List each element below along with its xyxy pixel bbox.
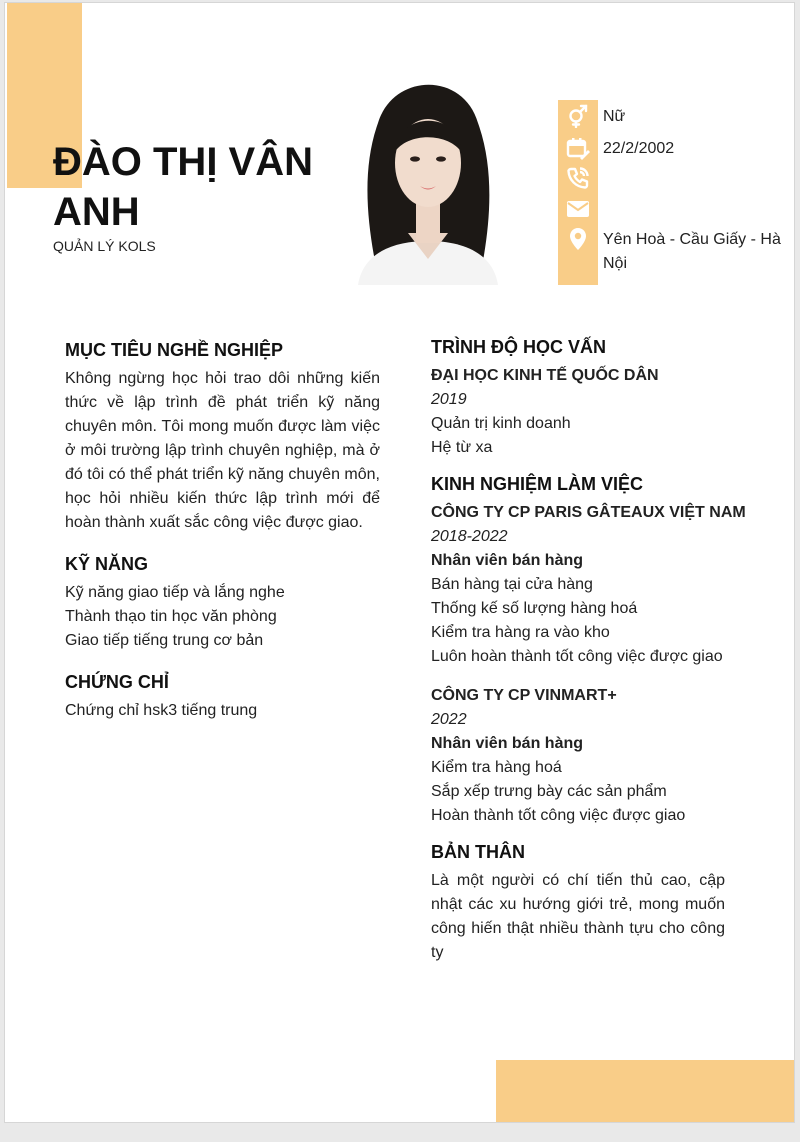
job-role: Nhân viên bán hàng <box>431 735 584 752</box>
skill-item: Giao tiếp tiếng trung cơ bản <box>65 632 264 649</box>
job-role: Nhân viên bán hàng <box>431 552 584 569</box>
job-task: Hoàn thành tốt công việc được giao <box>431 807 686 824</box>
certificates-title: CHỨNG CHỈ <box>65 672 169 692</box>
candidate-name: ĐÀO THỊ VÂN ANH <box>53 140 313 234</box>
education-school: ĐẠI HỌC KINH TẾ QUỐC DÂN <box>431 367 659 384</box>
job-company: CÔNG TY CP PARIS GÂTEAUX VIỆT NAM <box>431 504 746 521</box>
gender-icon <box>566 104 590 128</box>
job-period: 2022 <box>431 711 467 728</box>
cv-page <box>4 2 795 1123</box>
education-mode: Hệ từ xa <box>431 439 493 456</box>
education-year: 2019 <box>431 391 467 408</box>
job-title: QUẢN LÝ KOLS <box>53 238 156 254</box>
skill-item: Kỹ năng giao tiếp và lắng nghe <box>65 584 285 601</box>
calendar-icon <box>566 136 590 160</box>
location-icon <box>566 227 590 251</box>
job-company: CÔNG TY CP VINMART+ <box>431 687 617 704</box>
profile-photo <box>338 53 518 285</box>
about-text: Là một người có chí tiến thủ cao, cập nhật các xu hướng giới trẻ, mong muốn công hiến thật nhiều thành tựu cho công ty <box>431 872 725 961</box>
contact-gender: Nữ <box>603 108 626 125</box>
phone-icon <box>566 166 590 190</box>
certificate-item: Chứng chỉ hsk3 tiếng trung <box>65 702 258 719</box>
job-task: Bán hàng tại cửa hàng <box>431 576 593 593</box>
about-title: BẢN THÂN <box>431 842 525 862</box>
objective-title: MỤC TIÊU NGHỀ NGHIỆP <box>65 340 284 360</box>
accent-block-bottom-right <box>496 1060 795 1123</box>
objective-text: Không ngừng học hỏi trao dôi những kiến thức về lập trình đề phát triển kỹ năng chuyên môn. Tôi mong muốn được làm việc ở môi trường lập trình chuyên nghiệp, mà ở đó tôi có thể phát triển kỹ năng chuyên môn, học hỏi nhiều kiến thức lập trình mới để hoàn thành xuất sắc công việc được giao. <box>65 370 380 531</box>
email-icon <box>566 197 590 221</box>
job-period: 2018-2022 <box>431 528 508 545</box>
job-task: Sắp xếp trưng bày các sản phẩm <box>431 783 667 800</box>
contact-birthday: 22/2/2002 <box>603 140 675 157</box>
job-task: Kiểm tra hàng hoá <box>431 759 562 776</box>
job-task: Luôn hoàn thành tốt công việc được giao <box>431 648 723 665</box>
job-task: Thống kế số lượng hàng hoá <box>431 600 638 617</box>
job-task: Kiểm tra hàng ra vào kho <box>431 624 610 641</box>
education-title: TRÌNH ĐỘ HỌC VẤN <box>431 337 606 357</box>
skill-item: Thành thạo tin học văn phòng <box>65 608 277 625</box>
education-major: Quản trị kinh doanh <box>431 415 571 432</box>
experience-title: KINH NGHIỆM LÀM VIỆC <box>431 474 644 494</box>
contact-address: Yên Hoà - Cầu Giấy - Hà Nội <box>603 231 781 272</box>
skills-title: KỸ NĂNG <box>65 554 149 574</box>
